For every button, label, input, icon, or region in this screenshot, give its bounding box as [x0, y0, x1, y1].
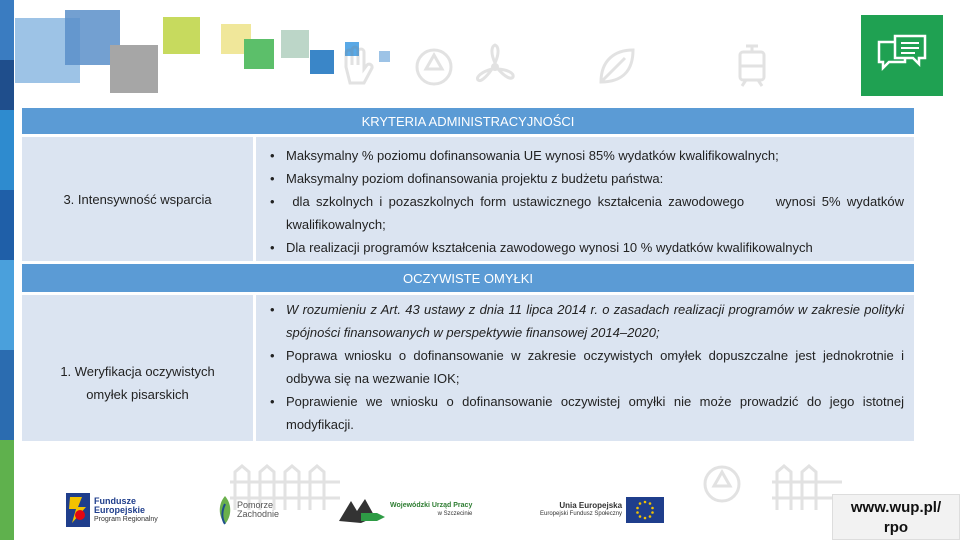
eu-funds-icon [66, 493, 90, 527]
list-item: • dla szkolnych i pozaszkolnych form ustawicznego kształcenia zawodowego wynosi 5% wydatków kwalifikowalnych; [270, 194, 908, 232]
section-header-errors [22, 264, 914, 292]
recycle-icon [700, 462, 744, 506]
url-line1: www.wup.pl/ [850, 499, 942, 516]
chat-tile [861, 15, 943, 96]
url-line2: rpo [883, 519, 909, 536]
table-row [22, 137, 914, 261]
pomorze-icon [216, 494, 234, 526]
turbine-icon [470, 42, 520, 92]
list-item: • Poprawa wniosku o dofinansowanie w zakresie oczywistych omyłek dopuszczalne jest jednokrotnie i odbywa się na wezwanie IOK; [270, 348, 904, 386]
criterion-description [256, 295, 914, 441]
website-link[interactable] [832, 494, 960, 540]
criterion-name-line2: omyłek pisarskich [86, 387, 189, 402]
table-row [22, 295, 914, 441]
list-item: • W rozumieniu z Art. 43 ustawy z dnia 11 lipca 2014 r. o zasadach realizacji programów w zakresie polityki spójności finansowanych w perspektywie finansowej 2014–2020; [270, 302, 904, 340]
hand-icon [338, 45, 374, 89]
recycle-icon [412, 45, 456, 89]
list-item: • Maksymalny poziom dofinansowania projektu z budżetu państwa: [270, 171, 664, 186]
section-header-text: KRYTERIA ADMINISTRACYJNOŚCI [361, 113, 575, 129]
wup-icon [337, 495, 387, 525]
section-header-text: OCZYWISTE OMYŁKI [402, 270, 533, 286]
left-color-stripe [0, 0, 14, 540]
chat-icon [875, 32, 929, 80]
logo-fundusze-europejskie: Fundusze Europejskie Program Regionalny [66, 490, 158, 530]
eu-flag-icon [626, 497, 664, 523]
logo-wup: Wojewódzki Urząd Pracy w Szczecinie [337, 490, 472, 530]
criterion-name-line1: 1. Weryfikacja oczywistych [60, 364, 215, 379]
list-item: • Maksymalny % poziomu dofinansowania UE wynosi 85% wydatków kwalifikowalnych; [270, 148, 779, 163]
criterion-cell [22, 295, 253, 441]
section-header-criteria [22, 108, 914, 134]
leaf-icon [595, 44, 639, 88]
criterion-description [256, 137, 914, 261]
logo-unia-europejska: Unia Europejska Europejski Fundusz Społeczny [540, 490, 664, 530]
logo-pomorze-zachodnie: Pomorze Zachodnie [216, 490, 279, 530]
criterion-cell [22, 137, 253, 261]
criterion-name: 3. Intensywność wsparcia [63, 191, 212, 207]
list-item: • Dla realizacji programów kształcenia zawodowego wynosi 10 % wydatków kwalifikowalnych [270, 240, 813, 255]
tram-icon [732, 42, 772, 90]
list-item: • Poprawienie we wniosku o dofinansowanie oczywistej omyłki nie może prowadzić do jego istotnej modyfikacji. [270, 394, 904, 432]
